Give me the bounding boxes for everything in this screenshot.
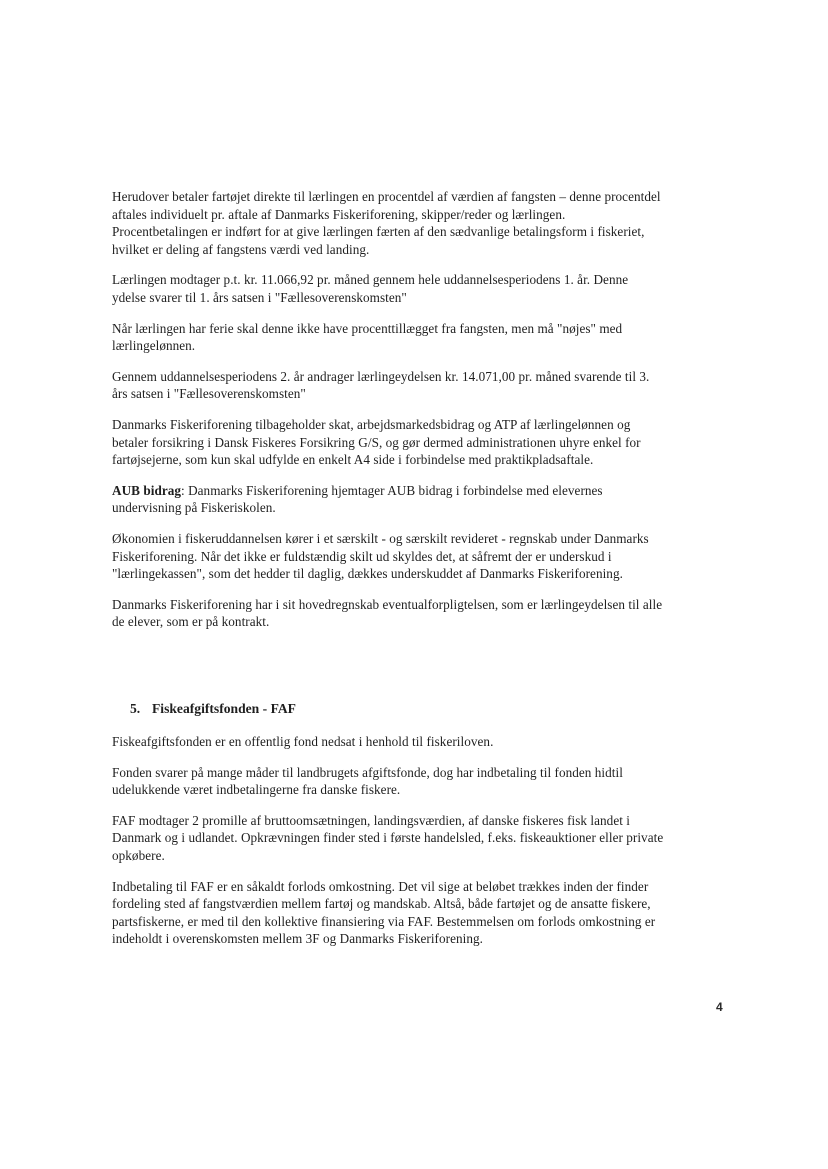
paragraph-faf-forlods <box>112 878 732 948</box>
text-line: de elever, som er på kontrakt. <box>112 614 270 630</box>
text-line: Fonden svarer på mange måder til landbrugets afgiftsfonde, dog har indbetaling til fonden hidtil <box>112 764 623 780</box>
text-line: FAF modtager 2 promille af bruttoomsætningen, landingsværdien, af danske fiskeres fisk landet i <box>112 812 630 828</box>
paragraph-first-year-pay <box>112 271 732 306</box>
aub-lead: AUB bidrag <box>112 482 182 498</box>
text-line: Danmark og i udlandet. Opkrævningen finder sted i første handelsled, f.eks. fiskeauktioner eller private <box>112 830 664 846</box>
section-heading <box>130 700 732 718</box>
paragraph-holiday <box>112 320 732 355</box>
text-line: fartøjsejerne, som kun skal udfylde en enkelt A4 side i forbindelse med praktikpladsaftale. <box>112 452 594 468</box>
text-line: Danmarks Fiskeriforening tilbageholder skat, arbejdsmarkedsbidrag og ATP af lærlingelønnen og <box>112 416 631 432</box>
text-line: års satsen i "Fællesoverenskomsten" <box>112 386 306 402</box>
paragraph-procentdel <box>112 188 732 258</box>
text-line: Fiskeriforening. Når det ikke er fuldstændig skilt ud skyldes det, at såfremt der er underskud i <box>112 548 612 564</box>
paragraph-faf-intro <box>112 733 732 751</box>
text-line: Indbetaling til FAF er en såkaldt forlods omkostning. Det vil sige at beløbet trækkes inden der finder <box>112 878 649 894</box>
text-line: Økonomien i fiskeruddannelsen kører i et særskilt - og særskilt revideret - regnskab under Danmarks <box>112 530 649 546</box>
text-line: opkøbere. <box>112 847 165 863</box>
text-line: betaler forsikring i Dansk Fiskeres Forsikring G/S, og gør dermed administrationen uhyre enkel for <box>112 434 641 450</box>
paragraph-faf-promille <box>112 812 732 865</box>
paragraph-economy <box>112 530 732 583</box>
text-line: indeholdt i overenskomsten mellem 3F og Danmarks Fiskeriforening. <box>112 931 483 947</box>
body-text <box>112 188 732 644</box>
paragraph-second-year-pay <box>112 368 732 403</box>
section-number: 5. <box>130 701 141 716</box>
paragraph-aub <box>112 482 732 517</box>
text-line: Procentbetalingen er indført for at give lærlingen færten af den sædvanlige betalingsform i fiskeriet, <box>112 224 645 240</box>
section-faf <box>112 700 732 961</box>
text-line: udelukkende været indbetalingerne fra danske fiskere. <box>112 782 401 798</box>
text-line: fordeling sted af fangstværdien mellem fartøj og mandskab. Altså, både fartøjet og de ansatte fiskere, <box>112 896 651 912</box>
paragraph-tax-withholding <box>112 416 732 469</box>
text-line: hvilket er deling af fangstens værdi ved landing. <box>112 241 370 257</box>
section-title: Fiskeafgiftsfonden - FAF <box>152 701 296 716</box>
paragraph-contingent-liability <box>112 596 732 631</box>
text-line: Lærlingen modtager p.t. kr. 11.066,92 pr. måned gennem hele uddannelsesperiodens 1. år. Denne <box>112 272 629 288</box>
text-line: Gennem uddannelsesperiodens 2. år andrager lærlingeydelsen kr. 14.071,00 pr. måned svarende til 3. <box>112 368 650 384</box>
page-number: 4 <box>716 1000 723 1014</box>
text-line: Herudover betaler fartøjet direkte til lærlingen en procentdel af værdien af fangsten – denne procentdel <box>112 189 661 204</box>
text-line: lærlingelønnen. <box>112 338 196 354</box>
text-line: aftales individuelt pr. aftale af Danmarks Fiskeriforening, skipper/reder og lærlingen. <box>112 206 566 222</box>
text-line <box>112 482 732 500</box>
paragraph-faf-comparison <box>112 764 732 799</box>
aub-text: : Danmarks Fiskeriforening hjemtager AUB bidrag i forbindelse med elevernes <box>181 482 603 498</box>
text-line: "lærlingekassen", som det hedder til daglig, dækkes underskuddet af Danmarks Fiskeriforening. <box>112 566 623 582</box>
text-line: ydelse svarer til 1. års satsen i "Fællesoverenskomsten" <box>112 289 407 305</box>
text-line: partsfiskerne, er med til den kollektive finansiering via FAF. Bestemmelsen om forlods omkostning er <box>112 913 656 929</box>
text-line: Danmarks Fiskeriforening har i sit hovedregnskab eventualforpligtelsen, som er lærlingeydelsen til alle <box>112 596 663 612</box>
text-line: Når lærlingen har ferie skal denne ikke have procenttillægget fra fangsten, men må "nøjes" med <box>112 320 623 336</box>
text-line: Fiskeafgiftsfonden er en offentlig fond nedsat i henhold til fiskeriloven. <box>112 734 494 749</box>
text-line: undervisning på Fiskeriskolen. <box>112 500 276 516</box>
